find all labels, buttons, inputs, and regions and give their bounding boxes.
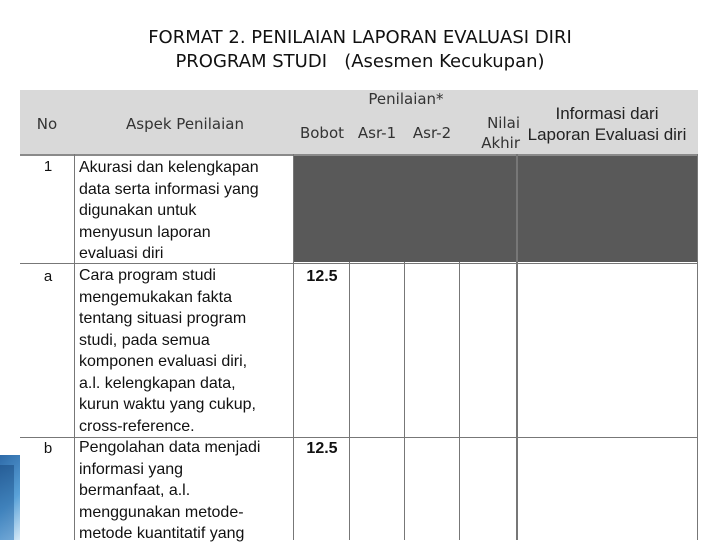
- header-nilai-line1: Nilai: [487, 114, 520, 132]
- header-informasi-line1: Informasi dari: [555, 104, 659, 123]
- page-title: [0, 26, 720, 74]
- title-line-2: PROGRAM STUDI (Asesmen Kecukupan): [175, 51, 545, 72]
- grid-line: [293, 154, 294, 540]
- row1-shaded-informasi: [518, 156, 698, 262]
- rowb-no: b: [43, 440, 53, 457]
- grid-line: [20, 154, 698, 156]
- row1-no: 1: [43, 158, 53, 175]
- header-asr1: Asr-1: [357, 124, 397, 142]
- header-aspek: Aspek Penilaian: [126, 115, 244, 133]
- header-nilai-akhir: [460, 113, 520, 153]
- header-asr2: Asr-2: [412, 124, 452, 142]
- rowb-bobot: 12.5: [306, 440, 338, 457]
- rowa-bobot: 12.5: [306, 268, 338, 285]
- header-informasi-line2: Laporan Evaluasi diri: [527, 125, 687, 144]
- grid-line: [74, 154, 75, 540]
- header-nilai-line2: Akhir: [481, 134, 520, 152]
- rowa-no: a: [43, 268, 53, 285]
- grid-line: [697, 154, 698, 540]
- grid-line: [404, 262, 405, 540]
- rowa-aspek: Cara program studi mengemukakan fakta tentang situasi program studi, pada semua komponen evaluasi diri, a.l. kelengkapan data, kurun waktu yang cukup, cross-reference.: [79, 267, 256, 435]
- header-no: No: [36, 115, 58, 133]
- rowb-aspek: Pengolahan data menjadi informasi yang bermanfaat, a.l. menggunakan metode- metode kuantitatif yang: [79, 439, 261, 542]
- header-informasi: [519, 103, 695, 145]
- row1-shaded-bobot-area: [294, 156, 516, 262]
- decorative-corner: [0, 455, 20, 540]
- header-bobot: Bobot: [299, 124, 345, 142]
- header-penilaian: Penilaian*: [368, 90, 444, 108]
- row1-aspek: Akurasi dan kelengkapan data serta informasi yang digunakan untuk menyusun laporan evaluasi diri: [79, 159, 259, 262]
- grid-line: [349, 262, 350, 540]
- grid-line: [459, 262, 460, 540]
- grid-line: [516, 154, 518, 540]
- title-line-1: FORMAT 2. PENILAIAN LAPORAN EVALUASI DIRI: [148, 27, 572, 48]
